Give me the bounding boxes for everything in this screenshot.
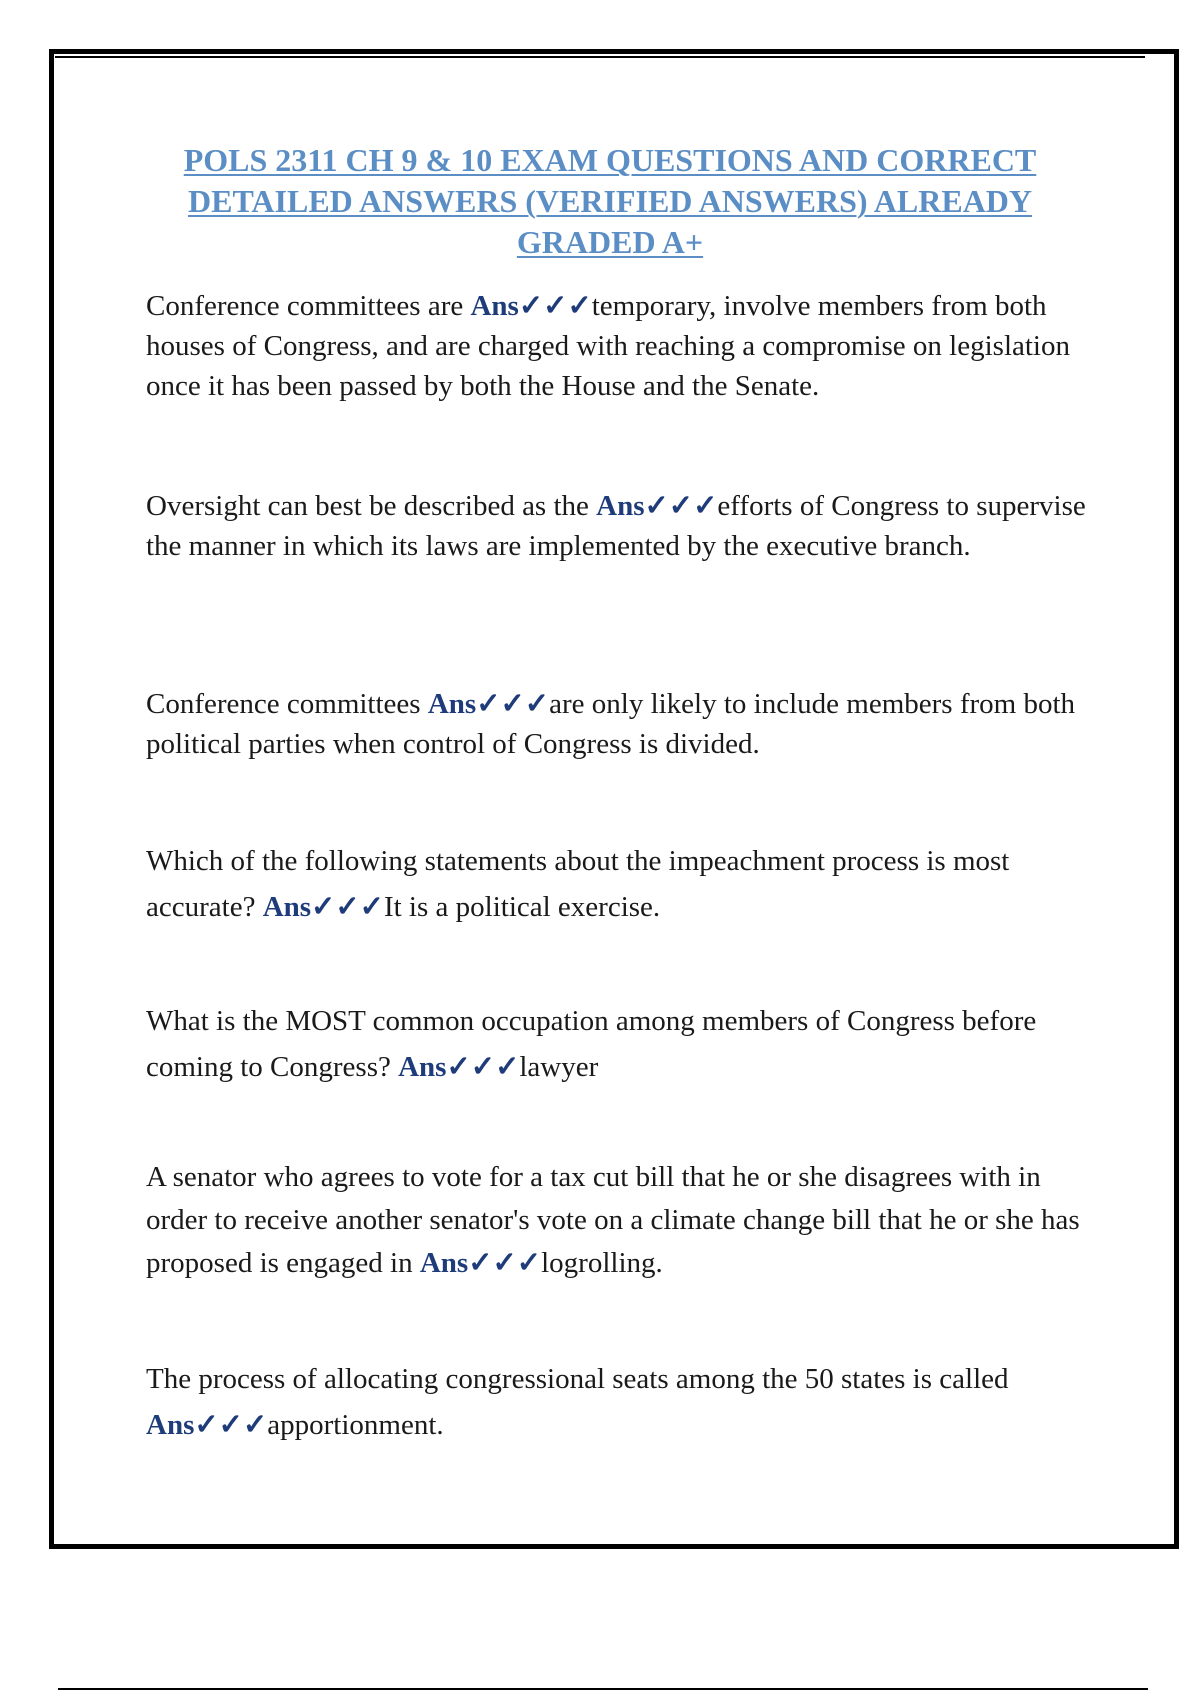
answer-marker: Ans✓✓✓: [596, 490, 718, 522]
answer-marker: Ans✓✓✓: [146, 1409, 268, 1441]
question-text: Conference committees are: [146, 290, 471, 322]
question-text: The process of allocating congressional seats among the 50 states is called: [146, 1363, 1009, 1395]
answer-marker: Ans✓✓✓: [427, 688, 550, 720]
qa-item-1: [146, 286, 1106, 406]
answer-text: are only likely to include members from both political parties when control of Congress is divided.: [146, 688, 1076, 760]
answer-text: lawyer: [519, 1051, 599, 1083]
answer-text: logrolling.: [541, 1247, 663, 1279]
question-text: Oversight can best be described as the: [146, 490, 597, 522]
document-title: [150, 140, 1070, 263]
answer-text: temporary, involve members from both houses of Congress, and are charged with reaching a compromise on legislation once it has been passed by both the House and the Senate.: [146, 290, 1070, 402]
question-text: What is the MOST common occupation among members of Congress before coming to Congress?: [146, 1005, 1037, 1083]
answer-marker: Ans✓✓✓: [262, 891, 384, 923]
answer-text: It is a political exercise.: [383, 891, 661, 923]
question-text: A senator who agrees to vote for a tax cut bill that he or she disagrees with in order to receive another senator's vote on a climate change bill that he or she has proposed is engaged in: [146, 1161, 1080, 1279]
answer-text: apportionment.: [267, 1409, 444, 1441]
document-title-text: POLS 2311 CH 9 & 10 EXAM QUESTIONS AND CORRECT DETAILED ANSWERS (VERIFIED ANSWERS) ALREADY GRADED A+: [183, 142, 1037, 260]
page-border: [49, 49, 1179, 1549]
question-text: Which of the following statements about the impeachment process is most accurate?: [146, 845, 1010, 923]
answer-marker: Ans✓✓✓: [398, 1051, 520, 1083]
qa-item-4: [146, 838, 1106, 930]
qa-item-2: [146, 486, 1106, 566]
top-rule: [55, 56, 1145, 58]
answer-marker: Ans✓✓✓: [470, 290, 592, 322]
answer-marker: Ans✓✓✓: [419, 1247, 542, 1279]
qa-item-7: [146, 1356, 1106, 1448]
qa-item-3: [146, 684, 1106, 764]
qa-item-5: [146, 998, 1106, 1090]
question-text: Conference committees: [146, 688, 428, 720]
answer-text: efforts of Congress to supervise the manner in which its laws are implemented by the executive branch.: [146, 490, 1086, 562]
qa-item-6: [146, 1156, 1106, 1285]
bottom-rule: [58, 1688, 1148, 1690]
